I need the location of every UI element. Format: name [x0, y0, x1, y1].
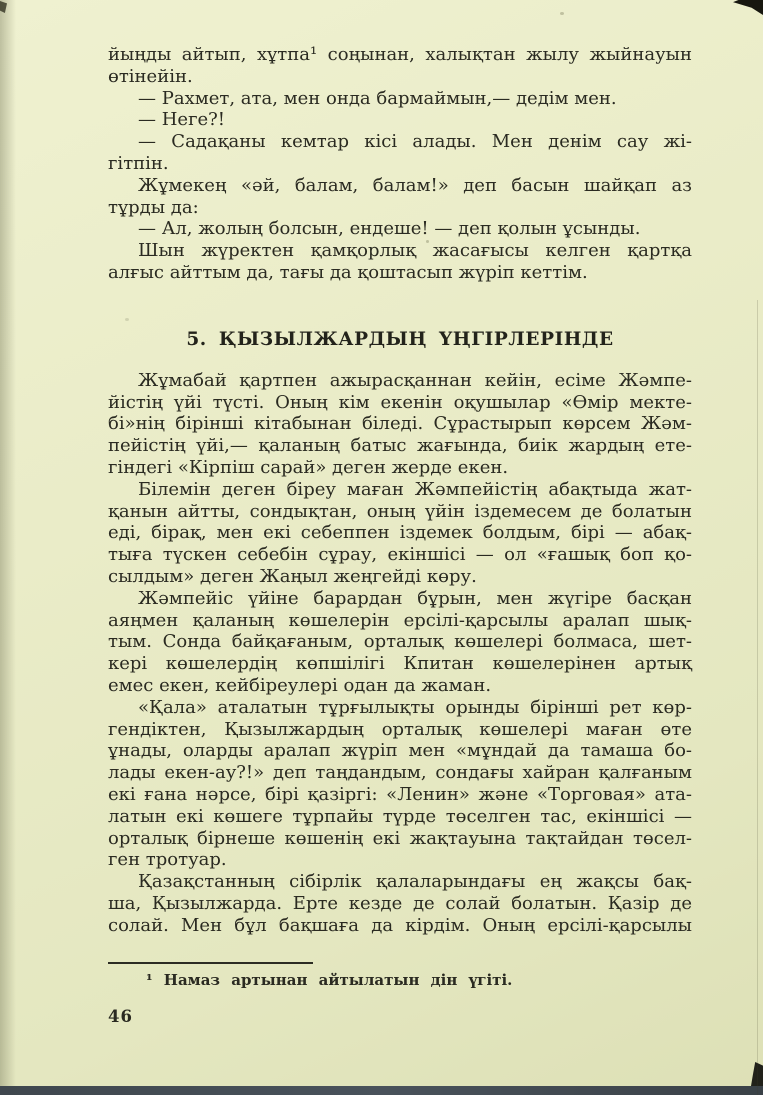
text-line: латын екі көшеге тұрпайы түрде төселген тас, екіншісі —	[108, 805, 692, 827]
paragraph	[108, 697, 692, 871]
text-line: еді, бірақ, мен екі себеппен іздемек болдым, бірі — абақ-	[108, 522, 692, 544]
text-line: Жұмекең «әй, балам, балам!» деп басын шайқап аз	[138, 174, 692, 196]
paragraph	[108, 871, 692, 936]
text-line: өтінейін.	[108, 65, 193, 87]
text-line: тұрды да:	[108, 196, 199, 218]
text-line: ген тротуар.	[108, 849, 227, 871]
text-line: гіндегі «Кірпіш сарай» деген жерде екен.	[108, 456, 509, 478]
text-column	[108, 44, 692, 1026]
text-line: Жұмабай қартпен ажырасқаннан кейін, есіме Жәмпе-	[138, 369, 692, 391]
paragraph	[108, 588, 692, 697]
text-line: тыға түскен себебін сұрау, екіншісі — ол «ғашық боп қо-	[108, 544, 692, 566]
text-line: Шын жүректен қамқорлық жасағысы келген қартқа	[138, 240, 692, 262]
text-line: Қазақстанның сібірлік қалаларындағы ең жақсы бақ-	[138, 871, 692, 893]
text-line: — Ал, жолың болсын, ендеше! — деп қолын ұсынды.	[138, 218, 641, 240]
text-line: гітпін.	[108, 152, 169, 174]
paragraph	[108, 218, 692, 240]
text-line: пейістің үйі,— қаланың батыс жағында, биік жардың ете-	[108, 435, 692, 457]
scan-corner-mark-bottom-right	[751, 1062, 763, 1086]
text-line: қанын айтты, сондықтан, оның үйін іздемесем де болатын	[108, 500, 692, 522]
text-line: ұнады, оларды аралап жүріп мен «мұндай да тамаша бо-	[108, 740, 692, 762]
text-line: — Неге?!	[138, 109, 226, 131]
footnote-separator	[108, 962, 313, 964]
text-line: лады екен-ау?!» деп таңдандым, сондағы хайран қалғаным	[108, 762, 692, 784]
text-line: Жәмпейіс үйіне барардан бұрын, мен жүгіре басқан	[138, 587, 692, 609]
paragraph	[108, 131, 692, 175]
text-line: — Рахмет, ата, мен онда бармаймын,— дедім мен.	[138, 87, 617, 109]
text-line: ша, Қызылжарда. Ерте кезде де солай болатын. Қазір де	[108, 892, 692, 914]
paper-speck	[560, 12, 564, 15]
text-line: тым. Сонда байқағаным, орталық көшелері болмаса, шет-	[108, 631, 692, 653]
text-line: бі»нің бірінші кітабынан біледі. Сұрастырып көрсем Жәм-	[108, 413, 692, 435]
scan-corner-mark-top-right	[733, 0, 763, 15]
text-line: солай. Мен бұл бақшаға да кірдім. Оның ерсілі-қарсылы	[108, 914, 692, 936]
text-line: екі ғана нәрсе, бірі қазіргі: «Ленин» және «Торговая» ата-	[108, 783, 692, 805]
paragraph	[108, 88, 692, 110]
paragraph	[108, 240, 692, 284]
text-line: алғыс айттым да, тағы да қоштасып жүріп кеттім.	[108, 261, 588, 283]
paragraph	[108, 479, 692, 588]
text-line: кері көшелердің көпшілігі Кпитан көшелерінен артық	[108, 653, 692, 675]
scan-corner-mark-top-left	[0, 1, 7, 13]
text-line: емес екен, кейбіреулері одан да жаман.	[108, 674, 492, 696]
text-line: сылдым» деген Жаңыл жеңгейді көру.	[108, 565, 477, 587]
text-line: Білемін деген біреу маған Жәмпейістің абақтыда жат-	[138, 478, 692, 500]
text-line: орталық бірнеше көшенің екі жақтауына тақтайдан төсел-	[108, 827, 692, 849]
text-line: «Қала» аталатын тұрғылықты орынды бірінші рет көр-	[138, 696, 692, 718]
text-line: йістің үйі түсті. Оның кім екенін оқушылар «Өмір мекте-	[108, 391, 692, 413]
body-text	[108, 44, 692, 936]
text-line: аяңмен қаланың көшелерін ерсілі-қарсылы аралап шық-	[108, 609, 692, 631]
footnote: ¹ Намаз артынан айтылатын дін үгіті.	[146, 971, 513, 990]
page-number: 46	[108, 1007, 133, 1027]
paragraph	[108, 44, 692, 88]
scan-bottom-edge	[0, 1086, 763, 1095]
paragraph	[108, 109, 692, 131]
text-line: — Садақаны кемтар кісі алады. Мен денім сау жі-	[138, 131, 692, 153]
section-heading: 5. ҚЫЗЫЛЖАРДЫҢ ҮҢГІРЛЕРІНДЕ	[186, 328, 614, 350]
paragraph	[108, 370, 692, 479]
text-line: йыңды айтып, хұтпа¹ соңынан, халықтан жылу жыйнауын	[108, 44, 692, 65]
paragraph	[108, 175, 692, 219]
text-line: гендіктен, Қызылжардың орталық көшелері маған өте	[108, 718, 692, 740]
